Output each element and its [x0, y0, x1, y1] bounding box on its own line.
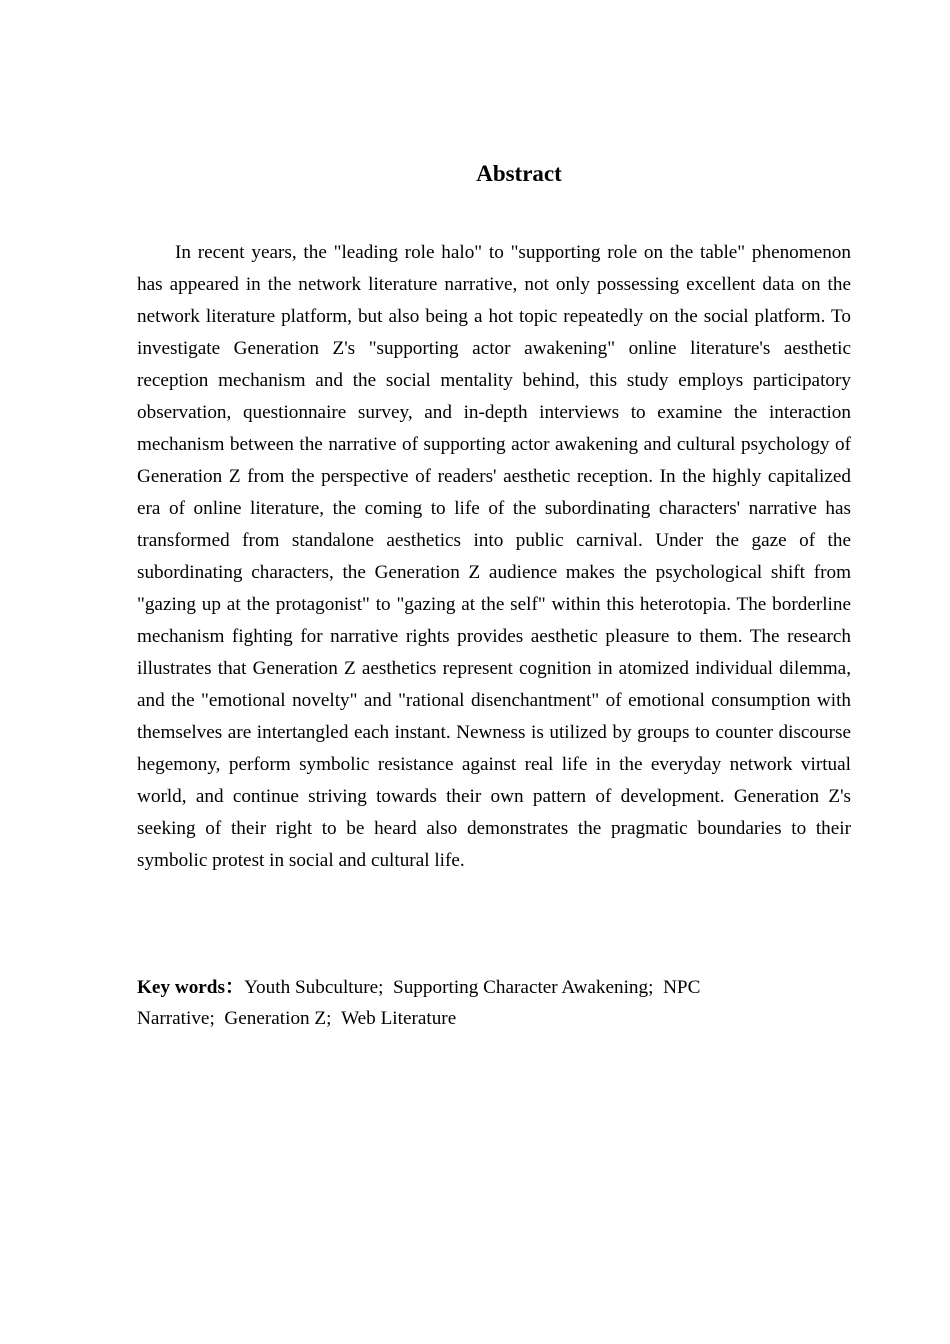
- keyword-item: ; NPC Narrative: [137, 977, 700, 1029]
- keywords-line: [137, 972, 851, 1034]
- keywords-label: Key words: [137, 977, 225, 998]
- keywords-separator: ：: [224, 977, 245, 998]
- keyword-item: ; Generation Z: [209, 1008, 326, 1029]
- keyword-item: ; Supporting Character Awakening: [378, 977, 648, 998]
- keyword-item: Youth Subculture: [244, 977, 379, 998]
- keyword-item: ; Web Literature: [326, 1008, 456, 1029]
- abstract-paragraph: In recent years, the "leading role halo" to "supporting role on the table" phenomenon has appeared in the network literature narrative, not only possessing excellent data on the network literature platform, but also being a hot topic repeatedly on the social platform. To investigate Generation Z's "supporting actor awakening" online literature's aesthetic reception mechanism and the social mentality behind, this study employs participatory observation, questionnaire survey, and in-depth interviews to examine the interaction mechanism between the narrative of supporting actor awakening and cultural psychology of Generation Z from the perspective of readers' aesthetic reception. In the highly capitalized era of online literature, the coming to life of the subordinating characters' narrative has transformed from standalone aesthetics into public carnival. Under the gaze of the subordinating characters, the Generation Z audience makes the psychological shift from "gazing up at the protagonist" to "gazing at the self" within this heterotopia. The borderline mechanism fighting for narrative rights provides aesthetic pleasure to them. The research illustrates that Generation Z aesthetics represent cognition in atomized individual dilemma, and the "emotional novelty" and "rational disenchantment" of emotional consumption with themselves are intertangled each instant. Newness is utilized by groups to counter discourse hegemony, perform symbolic resistance against real life in the everyday network virtual world, and continue striving towards their own pattern of development. Generation Z's seeking of their right to be heard also demonstrates the pragmatic boundaries to their symbolic protest in social and cultural life.: [137, 242, 851, 871]
- page-title: Abstract: [476, 161, 562, 186]
